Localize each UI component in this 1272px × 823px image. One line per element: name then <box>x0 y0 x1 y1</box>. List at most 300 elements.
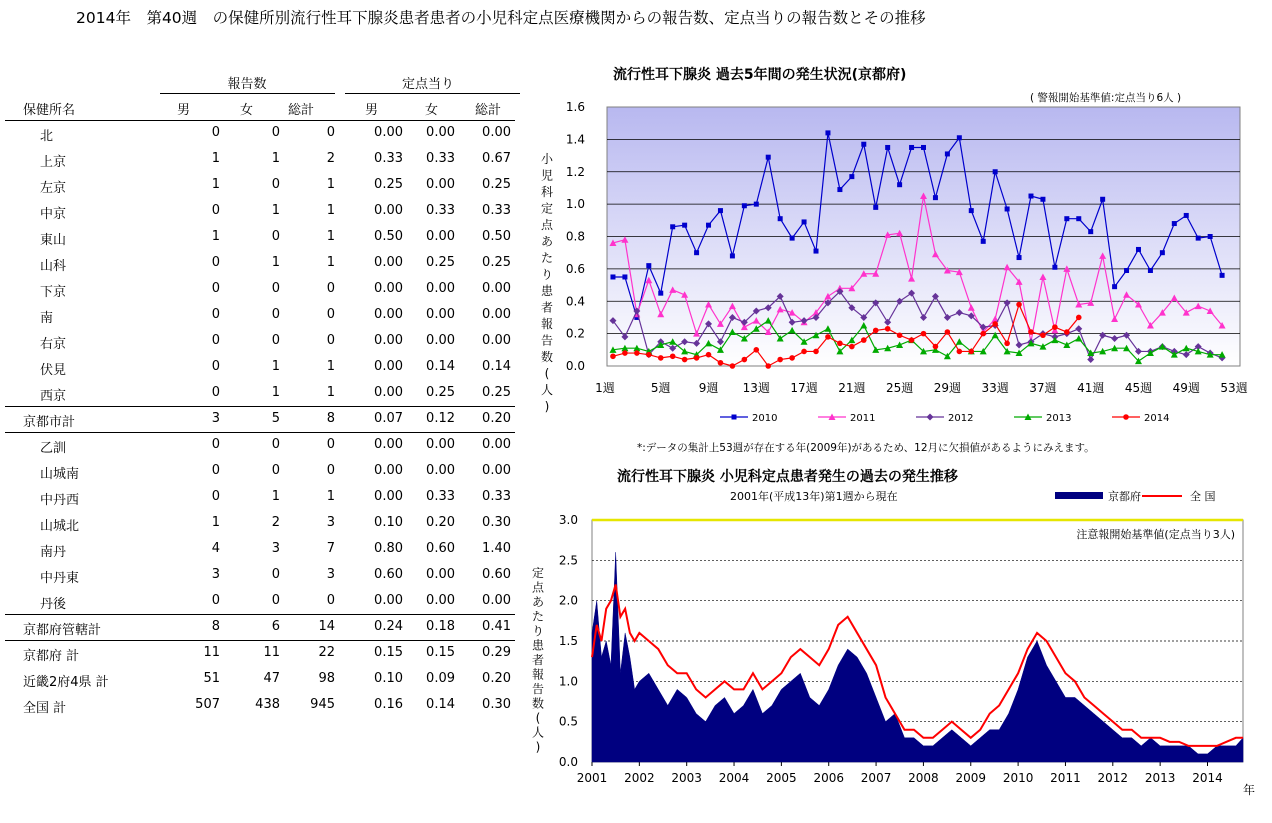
data-point <box>718 208 723 213</box>
row-value: 0 <box>271 229 280 244</box>
row-value: 0.00 <box>374 281 403 296</box>
row-value: 0 <box>326 281 335 296</box>
table-row <box>5 692 515 718</box>
y-axis-label: 科 <box>540 185 554 199</box>
x-tick-label: 2014 <box>1192 771 1223 785</box>
row-value: 0.00 <box>482 437 511 452</box>
column-header: 女 <box>240 103 254 118</box>
table-row <box>5 302 515 328</box>
data-point <box>1052 324 1058 330</box>
data-point <box>1076 216 1081 221</box>
row-label: 丹後 <box>40 597 67 612</box>
x-tick-label: 13週 <box>742 381 770 395</box>
y-tick-label: 1.6 <box>565 100 585 114</box>
x-tick-label: 53週 <box>1220 381 1248 395</box>
y-tick-label: 0.2 <box>565 326 585 341</box>
row-label: 下京 <box>40 285 67 300</box>
data-point <box>801 349 807 355</box>
table-row <box>5 328 515 354</box>
column-header: 男 <box>365 103 379 118</box>
row-value: 6 <box>271 619 280 634</box>
x-tick-label: 29週 <box>933 381 962 395</box>
data-point <box>1017 255 1022 260</box>
row-value: 0.00 <box>426 229 455 244</box>
row-value: 0 <box>271 333 280 348</box>
table-group-header-row <box>5 68 515 94</box>
row-value: 0 <box>211 203 220 218</box>
health-center-table <box>5 68 515 718</box>
row-value: 0.15 <box>374 645 403 660</box>
row-value: 945 <box>310 697 335 712</box>
y-axis-label: 者 <box>540 300 554 315</box>
row-value: 0.33 <box>482 489 511 504</box>
table-row <box>5 172 515 198</box>
y-axis-label: 告 <box>540 333 554 348</box>
row-value: 0 <box>326 125 335 140</box>
row-value: 0.15 <box>426 645 455 660</box>
table-row <box>5 562 515 588</box>
row-label: 乙訓 <box>40 441 67 456</box>
data-point <box>1088 229 1093 234</box>
y-tick-label: 2.5 <box>558 553 578 568</box>
row-value: 0 <box>326 307 335 322</box>
y-axis-label: り <box>540 267 554 282</box>
row-value: 0 <box>271 463 280 478</box>
row-value: 1 <box>326 255 335 270</box>
row-value: 1 <box>211 177 220 192</box>
x-tick-label: 37週 <box>1029 381 1057 395</box>
y-tick-label: 1.0 <box>558 674 578 689</box>
row-value: 0.00 <box>482 307 511 322</box>
legend-label: 2011 <box>850 413 876 424</box>
chart-title: 流行性耳下腺炎 小児科定点患者発生の過去の発生推移 <box>617 469 958 485</box>
row-value: 1 <box>326 385 335 400</box>
row-label: 京都府 計 <box>23 649 80 664</box>
row-value: 0.18 <box>426 619 455 634</box>
row-value: 0.24 <box>374 619 403 634</box>
x-tick-label: 2009 <box>955 771 987 785</box>
y-axis-label: り <box>531 624 545 638</box>
data-point <box>1160 250 1165 255</box>
row-value: 2 <box>326 151 335 166</box>
table-column-header-row <box>5 94 515 120</box>
row-label: 上京 <box>40 155 67 170</box>
y-axis-label: 患 <box>540 284 554 298</box>
x-tick-label: 2005 <box>766 771 797 785</box>
data-point <box>1184 213 1189 218</box>
table-row <box>5 380 515 406</box>
data-point <box>610 353 616 359</box>
table-row <box>5 198 515 224</box>
y-tick-label: 1.5 <box>558 634 578 648</box>
row-label: 右京 <box>40 337 67 352</box>
table-row <box>5 276 515 302</box>
data-point <box>1064 329 1070 335</box>
row-label: 近畿2府4県 計 <box>23 675 109 690</box>
row-value: 0 <box>271 177 280 192</box>
x-tick-label: 2012 <box>1097 771 1129 785</box>
y-tick-label: 0.5 <box>558 714 578 729</box>
data-point <box>1112 284 1117 289</box>
row-value: 0 <box>211 307 220 322</box>
row-value: 1 <box>271 151 280 166</box>
data-point <box>933 344 939 350</box>
row-value: 0.30 <box>482 515 511 530</box>
data-point <box>873 328 879 334</box>
row-label: 東山 <box>40 233 67 248</box>
row-value: 0.09 <box>426 671 455 686</box>
row-divider <box>5 614 515 615</box>
row-value: 0.00 <box>482 333 511 348</box>
y-tick-label: 0.6 <box>565 261 585 276</box>
data-point <box>754 202 759 207</box>
five-year-line-chart <box>525 55 1265 465</box>
row-value: 0.20 <box>426 515 455 530</box>
row-label: 伏見 <box>40 363 67 378</box>
table-row <box>5 146 515 172</box>
row-value: 0.30 <box>482 697 511 712</box>
row-value: 0 <box>271 567 280 582</box>
data-point <box>682 357 688 363</box>
x-tick-label: 1週 <box>595 381 615 395</box>
legend-label: 京都府 <box>1108 490 1141 503</box>
group-underline <box>345 93 520 94</box>
y-tick-label: 1.4 <box>565 132 585 147</box>
data-point <box>1040 332 1046 338</box>
row-value: 0 <box>271 437 280 452</box>
row-label: 南丹 <box>40 545 67 560</box>
column-header: 総計 <box>475 103 502 118</box>
x-tick-label: 2002 <box>624 771 655 785</box>
data-point <box>825 334 831 340</box>
row-value: 0.10 <box>374 515 403 530</box>
row-label: 全国 計 <box>23 701 67 716</box>
x-tick-label: 21週 <box>838 381 866 395</box>
row-label: 山城南 <box>40 467 80 482</box>
data-point <box>897 182 902 187</box>
row-value: 0.25 <box>426 255 455 270</box>
data-point <box>849 174 854 179</box>
data-point <box>980 331 986 337</box>
data-point <box>670 353 676 359</box>
row-value: 0.16 <box>374 697 403 712</box>
row-value: 0.25 <box>482 177 511 192</box>
row-value: 0 <box>211 281 220 296</box>
row-value: 0.60 <box>482 567 511 582</box>
row-value: 0 <box>326 463 335 478</box>
row-value: 0 <box>211 125 220 140</box>
y-tick-label: 0.0 <box>558 755 578 769</box>
row-value: 0.25 <box>482 385 511 400</box>
data-point <box>957 135 962 140</box>
row-value: 0.25 <box>482 255 511 270</box>
row-value: 0 <box>271 307 280 322</box>
row-value: 47 <box>263 671 280 686</box>
y-axis-label: 者 <box>531 653 545 667</box>
data-point <box>837 187 842 192</box>
y-axis-label: 報 <box>531 667 545 682</box>
row-value: 0.14 <box>482 359 511 374</box>
x-tick-label: 9週 <box>698 381 719 395</box>
y-axis-label: あ <box>531 595 545 609</box>
data-point <box>885 145 890 150</box>
y-tick-label: 3.0 <box>558 513 578 527</box>
table-row <box>5 614 515 640</box>
y-tick-label: 1.2 <box>565 164 585 179</box>
column-header: 女 <box>425 103 439 118</box>
table-row <box>5 536 515 562</box>
data-point <box>790 236 795 241</box>
row-value: 0.00 <box>374 125 403 140</box>
row-label: 京都市計 <box>23 415 76 430</box>
data-point <box>694 250 699 255</box>
row-value: 0.00 <box>482 125 511 140</box>
y-axis-label: 点 <box>531 580 545 595</box>
column-header: 男 <box>177 103 191 118</box>
row-value: 14 <box>318 619 335 634</box>
data-point <box>742 357 748 363</box>
table-row <box>5 666 515 692</box>
data-point <box>622 274 627 279</box>
row-value: 0.00 <box>374 463 403 478</box>
row-value: 0.00 <box>426 333 455 348</box>
data-point <box>813 349 819 355</box>
legend-label: 2014 <box>1144 413 1170 424</box>
x-tick-label: 41週 <box>1077 381 1105 395</box>
row-value: 0.10 <box>374 671 403 686</box>
y-axis-label: た <box>540 251 554 265</box>
row-value: 1 <box>326 489 335 504</box>
y-axis-label: 定 <box>531 566 545 580</box>
data-point <box>1004 341 1010 347</box>
y-axis-label: 定 <box>540 201 554 216</box>
row-value: 0.00 <box>374 255 403 270</box>
data-point <box>730 253 735 258</box>
chart-title: 流行性耳下腺炎 過去5年間の発生状況(京都府) <box>613 67 907 83</box>
data-point <box>1148 268 1153 273</box>
data-point <box>778 216 783 221</box>
data-point <box>909 145 914 150</box>
row-label: 北 <box>40 129 54 144</box>
row-value: 0 <box>211 593 220 608</box>
legend-label: 2010 <box>752 413 778 424</box>
data-point <box>670 224 675 229</box>
data-point <box>968 349 974 355</box>
data-point <box>646 263 651 268</box>
data-point <box>1136 247 1141 252</box>
y-axis-label: 告 <box>531 682 545 696</box>
y-axis-label: 人 <box>540 383 554 397</box>
y-tick-label: 0.4 <box>565 294 585 309</box>
row-divider <box>5 432 515 433</box>
y-axis-label: 数 <box>531 696 545 711</box>
y-tick-label: 1.0 <box>565 197 585 212</box>
row-value: 0.25 <box>374 177 403 192</box>
legend-marker <box>1123 414 1129 420</box>
row-value: 0 <box>271 281 280 296</box>
data-point <box>885 326 891 332</box>
row-value: 11 <box>263 645 280 660</box>
data-point <box>897 332 903 338</box>
row-value: 1 <box>211 515 220 530</box>
data-point <box>945 151 950 156</box>
data-point <box>945 329 951 335</box>
y-axis-label: た <box>531 609 545 624</box>
y-axis-label: 報 <box>540 317 554 331</box>
row-value: 4 <box>211 541 220 556</box>
x-tick-label: 5週 <box>650 381 671 395</box>
data-point <box>1172 221 1177 226</box>
row-value: 51 <box>203 671 220 686</box>
row-value: 0 <box>211 385 220 400</box>
row-value: 0.00 <box>426 567 455 582</box>
legend-label: 2012 <box>948 413 974 424</box>
row-value: 0.29 <box>482 645 511 660</box>
data-point <box>658 291 663 296</box>
table-row <box>5 458 515 484</box>
row-value: 0.00 <box>374 307 403 322</box>
row-value: 0.14 <box>426 697 455 712</box>
data-point <box>992 321 998 327</box>
x-tick-label: 2013 <box>1144 771 1176 785</box>
legend-label: 全 国 <box>1190 490 1216 503</box>
chart-subtitle: ( 警報開始基準値:定点当り6人 ) <box>1030 92 1182 104</box>
data-point <box>969 208 974 213</box>
history-area-chart <box>525 460 1270 820</box>
row-value: 0 <box>211 463 220 478</box>
row-value: 0.33 <box>426 489 455 504</box>
row-value: 0 <box>211 359 220 374</box>
data-point <box>837 341 843 347</box>
y-axis-label: 小 <box>540 152 554 166</box>
data-point <box>658 355 664 361</box>
data-point <box>849 344 855 350</box>
row-value: 11 <box>203 645 220 660</box>
row-value: 507 <box>195 697 220 712</box>
data-point <box>610 274 615 279</box>
x-tick-label: 2007 <box>860 771 892 785</box>
row-value: 0.00 <box>374 203 403 218</box>
data-point <box>777 357 783 363</box>
row-value: 0.60 <box>426 541 455 556</box>
row-label: 左京 <box>40 181 67 196</box>
table-row <box>5 120 515 146</box>
x-tick-label: 2011 <box>1050 771 1081 785</box>
group-header-per-sentinel: 定点当り <box>401 77 454 92</box>
row-value: 0.33 <box>426 151 455 166</box>
x-tick-label: 17週 <box>790 381 818 395</box>
row-value: 0.25 <box>426 385 455 400</box>
data-point <box>646 352 652 358</box>
row-value: 1 <box>271 385 280 400</box>
table-row <box>5 484 515 510</box>
y-axis-label: 患 <box>531 638 545 653</box>
legend-marker <box>927 414 934 421</box>
row-value: 0.20 <box>482 671 511 686</box>
row-value: 0 <box>326 593 335 608</box>
y-axis-label: あ <box>540 234 554 249</box>
row-value: 0.00 <box>426 307 455 322</box>
row-label: 中丹東 <box>40 571 80 586</box>
data-point <box>1005 206 1010 211</box>
column-header-name: 保健所名 <box>23 103 76 118</box>
row-value: 1 <box>271 359 280 374</box>
row-value: 0.20 <box>482 411 511 426</box>
table-row <box>5 354 515 380</box>
table-row <box>5 510 515 536</box>
row-value: 5 <box>271 411 280 426</box>
row-value: 1 <box>211 229 220 244</box>
y-axis-label: 点 <box>540 218 554 232</box>
row-value: 0.00 <box>374 333 403 348</box>
row-value: 0.00 <box>426 177 455 192</box>
y-axis-label: ) <box>535 740 541 754</box>
row-label: 山科 <box>40 259 67 274</box>
table-row <box>5 432 515 458</box>
group-header-count: 報告数 <box>227 77 267 92</box>
data-point <box>1040 197 1045 202</box>
chart-note: *:データの集計上53週が存在する年(2009年)があるため、12月に欠損値があるようにみえます。 <box>637 442 1095 454</box>
y-axis-label: ( <box>535 711 541 725</box>
row-value: 3 <box>211 567 220 582</box>
data-point <box>694 355 700 361</box>
row-value: 0.60 <box>374 567 403 582</box>
data-point <box>1064 216 1069 221</box>
y-tick-label: 0.0 <box>565 359 585 373</box>
data-point <box>1028 329 1034 335</box>
data-point <box>802 219 807 224</box>
data-point <box>909 337 915 343</box>
row-value: 3 <box>326 567 335 582</box>
data-point <box>861 337 867 343</box>
row-value: 0.50 <box>482 229 511 244</box>
data-point <box>730 363 736 369</box>
row-value: 0.00 <box>482 593 511 608</box>
row-label: 西京 <box>40 389 67 404</box>
page-title: 2014年 第40週 の保健所別流行性耳下腺炎患者患者の小児科定点医療機関からの報告数、定点当りの報告数とその推移 <box>76 9 926 27</box>
data-point <box>861 142 866 147</box>
y-axis-label: 人 <box>531 725 545 740</box>
x-tick-label: 2004 <box>718 771 750 785</box>
data-point <box>957 349 963 355</box>
y-axis-label: ) <box>544 399 550 414</box>
row-value: 98 <box>318 671 335 686</box>
column-header: 総計 <box>288 103 315 118</box>
row-value: 8 <box>211 619 220 634</box>
x-tick-label: 25週 <box>885 381 914 395</box>
data-point <box>766 155 771 160</box>
row-value: 0 <box>211 333 220 348</box>
data-point <box>1028 194 1033 199</box>
row-value: 7 <box>326 541 335 556</box>
y-axis-label: ( <box>544 366 550 381</box>
data-point <box>921 145 926 150</box>
legend-swatch <box>1055 492 1103 499</box>
row-value: 3 <box>326 515 335 530</box>
row-value: 0 <box>271 593 280 608</box>
row-value: 438 <box>255 697 280 712</box>
row-value: 0.00 <box>374 437 403 452</box>
data-point <box>1124 268 1129 273</box>
row-value: 0.00 <box>426 437 455 452</box>
table-row <box>5 640 515 666</box>
row-value: 0.50 <box>374 229 403 244</box>
row-value: 0.00 <box>426 463 455 478</box>
data-point <box>622 350 628 356</box>
row-value: 1 <box>271 255 280 270</box>
data-point <box>1016 302 1022 308</box>
row-value: 1 <box>271 489 280 504</box>
